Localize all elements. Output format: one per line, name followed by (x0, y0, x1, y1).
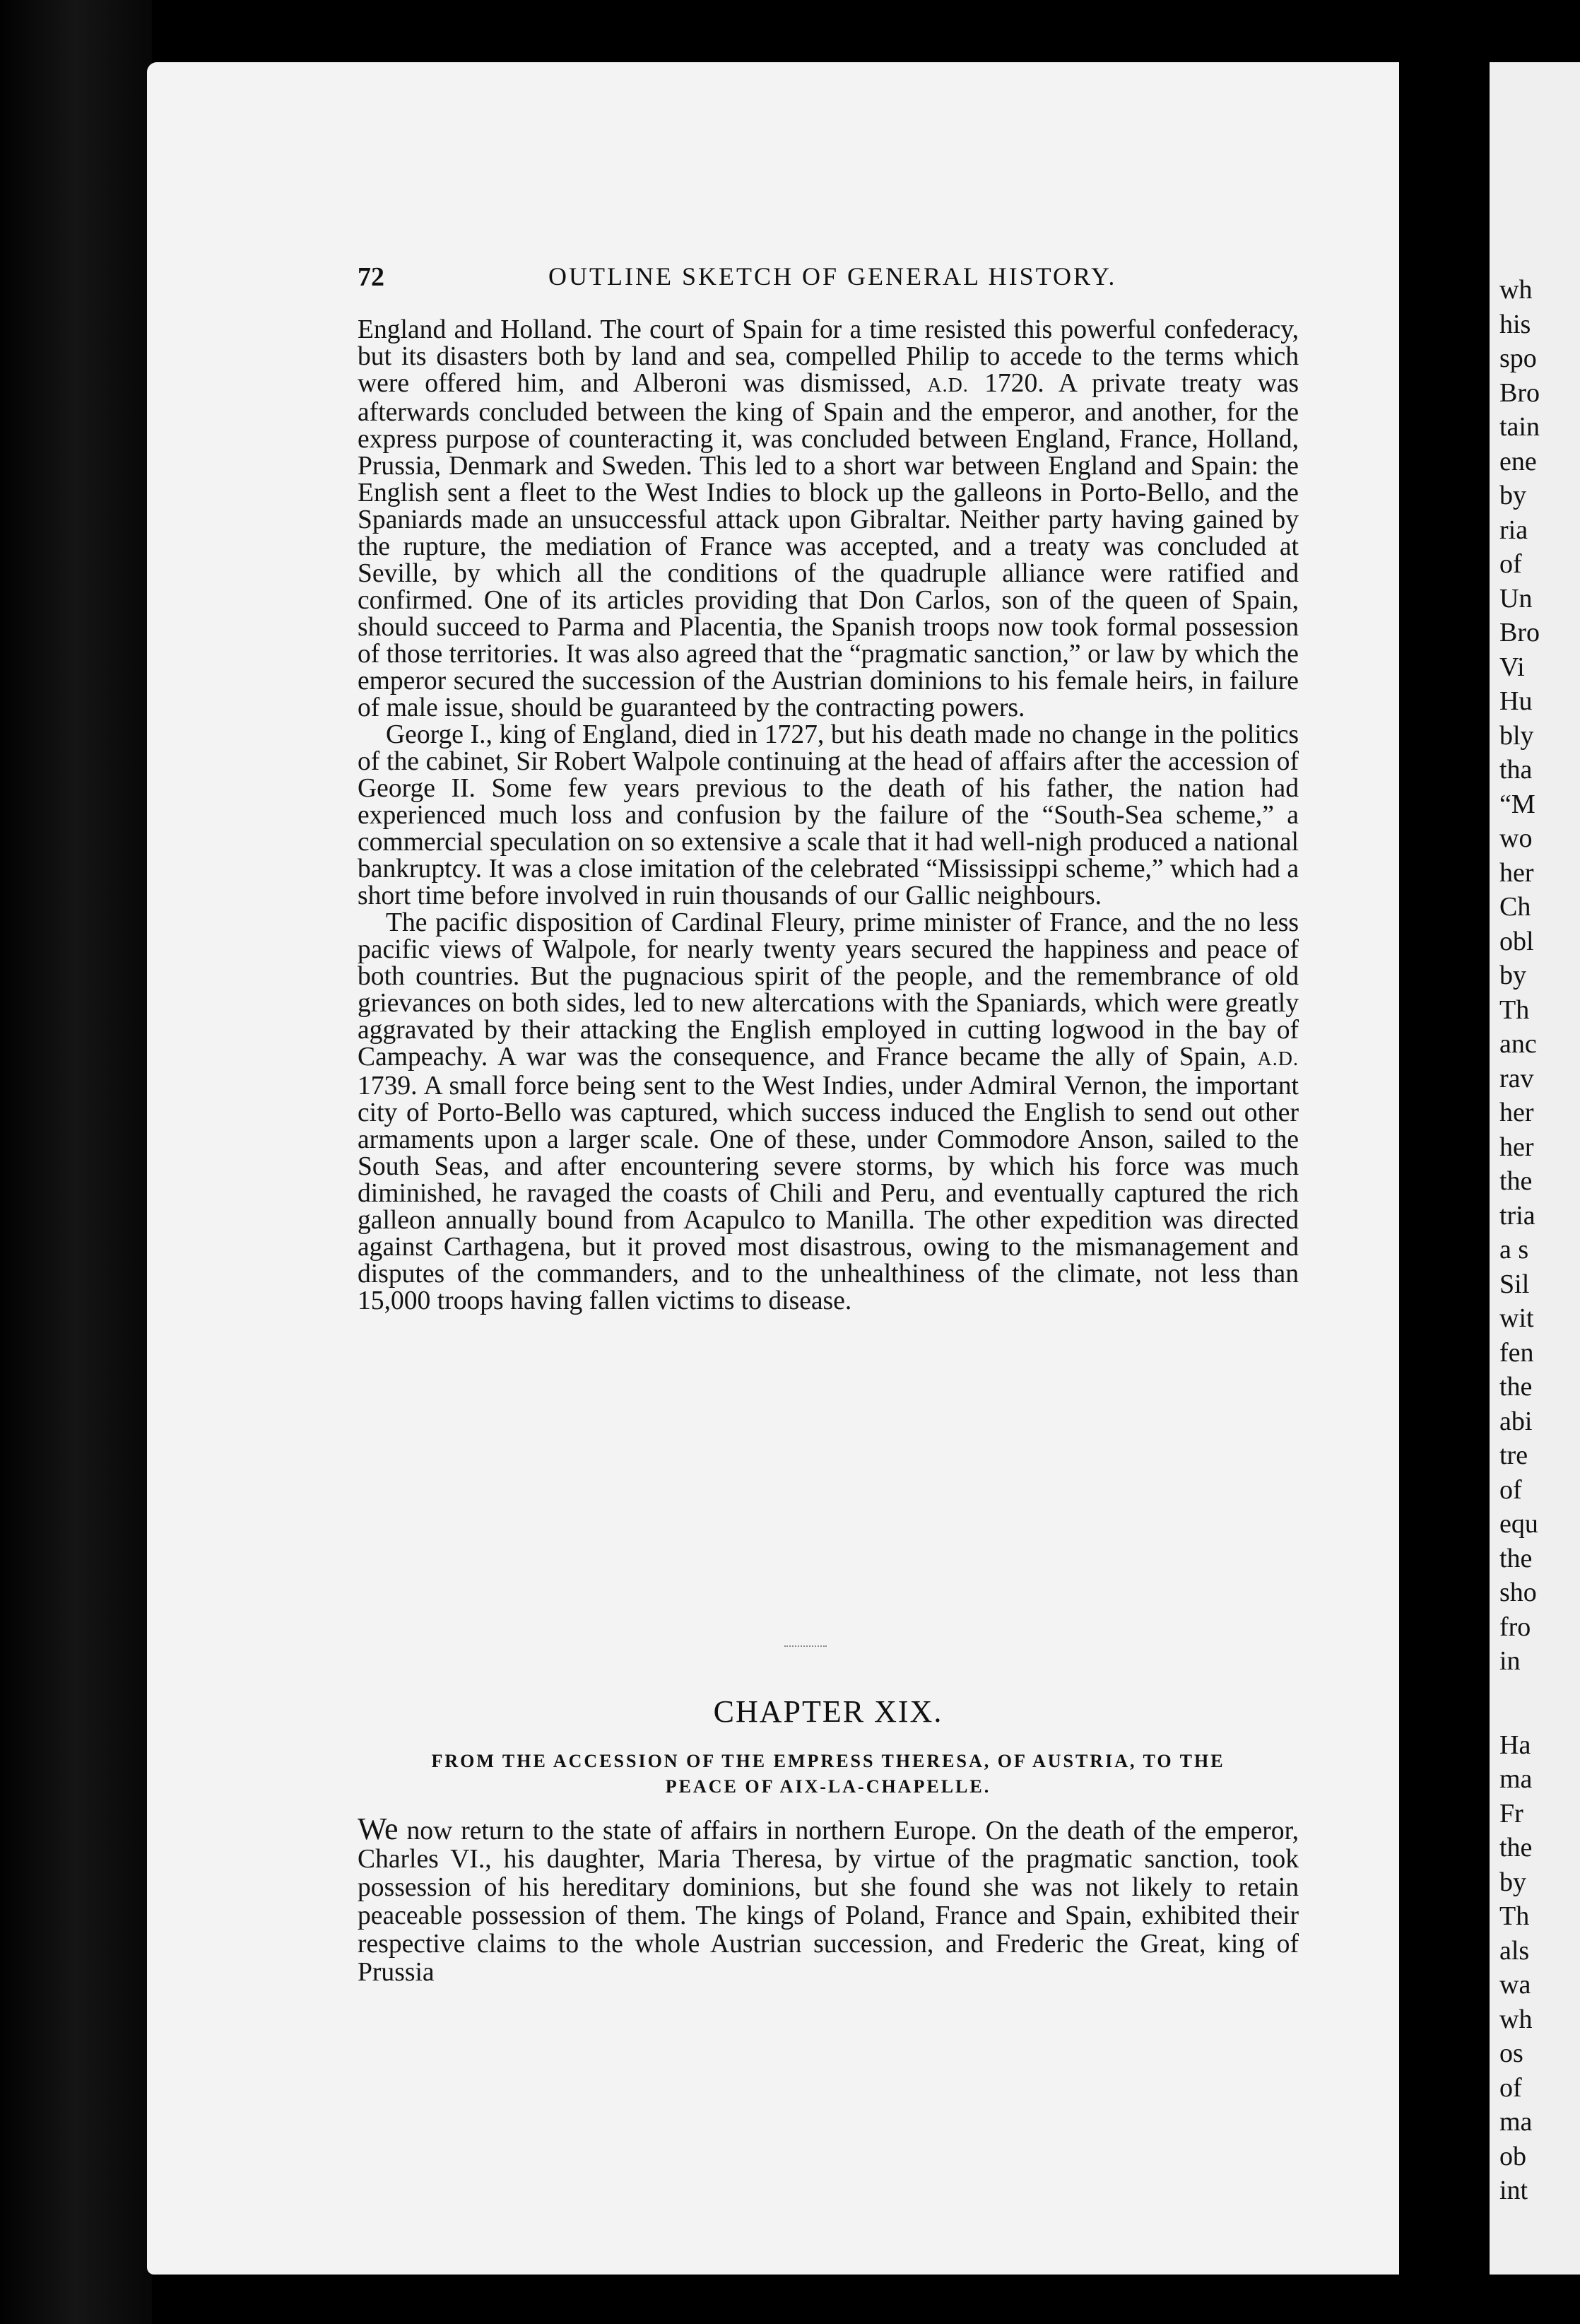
paragraph (358, 722, 1299, 910)
chapter-subtitle-line: PEACE OF AIX-LA-CHAPELLE. (665, 1776, 991, 1797)
facing-page-fragment-line: fen (1499, 1337, 1534, 1368)
facing-page-fragment-line: a s (1499, 1235, 1529, 1264)
facing-page-fragment-line: Bro (1499, 618, 1540, 647)
facing-page-fragment-line: obl (1499, 926, 1534, 956)
facing-page-fragment-line: tain (1499, 412, 1540, 442)
facing-page-fragment-line: sho (1499, 1578, 1537, 1607)
facing-page-fragment-line: equ (1499, 1509, 1538, 1539)
chapter-title: CHAPTER XIX. (713, 1694, 943, 1729)
facing-page-fragment-line: her (1499, 1098, 1534, 1127)
facing-page-fragment (1490, 62, 1580, 2275)
facing-page-fragment-line: ma (1499, 2107, 1533, 2137)
facing-page-fragment-line: the (1499, 1543, 1533, 1573)
facing-page-fragment-line: Bro (1499, 377, 1540, 408)
facing-page-fragment-line: tha (1499, 755, 1533, 785)
paragraph (358, 1812, 1299, 1987)
facing-page-fragment-line: tre (1499, 1440, 1528, 1470)
facing-page-fragment-line: int (1499, 2176, 1528, 2205)
facing-page-fragment-line: by (1499, 961, 1526, 990)
facing-page-fragment-line: Un (1499, 583, 1533, 614)
facing-page-fragment-line: rav (1499, 1063, 1534, 1093)
era-abbrev: A.D. (927, 375, 969, 397)
facing-page-fragment-line: the (1499, 1372, 1533, 1402)
facing-page-fragment-line: os (1499, 2038, 1523, 2068)
paragraph (358, 910, 1299, 1315)
facing-page-fragment-line: Hu (1499, 686, 1533, 716)
facing-page-fragment-line: als (1499, 1935, 1530, 1966)
facing-page-fragment-line: of (1499, 2072, 1522, 2103)
facing-page-fragment-line: the (1499, 1166, 1533, 1196)
facing-page-fragment-line: Th (1499, 994, 1530, 1025)
chapter-subtitle (358, 1749, 1299, 1800)
main-text (358, 317, 1299, 1315)
facing-page-fragment-line: Ch (1499, 892, 1531, 922)
page-number: 72 (358, 262, 384, 292)
facing-page-fragment-line: by (1499, 481, 1526, 510)
facing-page-fragment-line: of (1499, 1474, 1522, 1505)
facing-page-fragment-line: Fr (1499, 1798, 1523, 1829)
paragraph-text: The pacific disposition of Cardinal Fleury, prime minister of France, and the no less pacific views of Walpole, for nearly twenty years secured the happiness and peace of both countries. But the pugnacious spirit of the people, and the remembrance of old grievances on both sides, led to new altercations with the Spaniards, which were greatly aggravated by their attacking the English employed in cutting logwood in the bay of Campeachy. A war was the consequence, and France became the ally of Spain, (358, 908, 1299, 1072)
facing-page-fragment-line: ene (1499, 446, 1537, 476)
facing-page-fragment-line: by (1499, 1867, 1526, 1897)
facing-page-fragment-line: Ha (1499, 1730, 1531, 1760)
facing-page-fragment-line: Sil (1499, 1269, 1530, 1299)
facing-page-fragment-line: Vi (1499, 652, 1525, 682)
facing-page-fragment-line: her (1499, 857, 1534, 888)
chapter-subtitle-line: FROM THE ACCESSION OF THE EMPRESS THERESA, OF AUSTRIA, TO THE (431, 1751, 1225, 1771)
paragraph (358, 317, 1299, 722)
facing-page-fragment-line: tria (1499, 1200, 1535, 1231)
facing-page-fragment-line: wit (1499, 1303, 1534, 1333)
paragraph-text: England and Holland. The court of Spain for a time resisted this powerful confederacy, but its disasters both by land and sea, compelled Philip to accede to the terms which were offered him, and Alberoni was dismissed, (358, 315, 1299, 398)
paragraph-text: 1739. A small force being sent to the West Indies, under Admiral Vernon, the important city of Porto-Bello was captured, which success induced the English to send out other armaments upon a larger scale. One of these, under Commodore Anson, sailed to the South Seas, and after encountering severe storms, by which his force was much diminished, he ravaged the coasts of Chili and Peru, and eventually captured the rich galleon annually bound from Acapulco to Manilla. The other expedition was directed against Carthagena, but it proved most disastrous, owing to the mismanagement and disputes of the commanders, and to the unhealthiness of the climate, not less than 15,000 troops having fallen victims to disease. (358, 1072, 1299, 1315)
paragraph-text: 1720. A private treaty was afterwards concluded between the king of Spain and the emperor, and another, for the express purpose of counteracting it, was concluded between England, France, Holland, Prussia, Denmark and Sweden. This led to a short war between England and Spain: the English sent a fleet to the West Indies to block up the galleons in Porto-Bello, and the Spaniards made an unsuccessful attack upon Gibraltar. Neither party having gained by the rupture, the mediation of France was accepted, and a treaty was concluded at Seville, by which all the conditions of the quadruple alliance were ratified and confirmed. One of its articles providing that Don Carlos, son of the queen of Spain, should succeed to Parma and Placentia, the Spanish troops now took formal possession of those territories. It was also agreed that the “pragmatic sanction,” or law by which the emperor secured the succession of the Austrian dominions to his female heirs, in failure of male issue, should be guaranteed by the contracting powers. (358, 369, 1299, 722)
facing-page-fragment-line: of (1499, 549, 1522, 579)
facing-page-fragment-line: wo (1499, 823, 1533, 853)
facing-page-fragment-line: “M (1499, 789, 1535, 819)
facing-page-fragment-line: Th (1499, 1901, 1530, 1931)
paragraph-text: George I., king of England, died in 1727, but his death made no change in the politics of the cabinet, Sir Robert Walpole continuing at the head of affairs after the accession of George II. Some few years previous to the death of his father, the nation had experienced much loss and confusion by the failure of the “South-Sea scheme,” a commercial speculation on so extensive a scale that it had well-nigh produced a national bankruptcy. It was a close imitation of the celebrated “Mississippi scheme,” which had a short time before involved in ruin thousands of our Gallic neighbours. (358, 720, 1299, 910)
facing-page-fragment-line: in (1499, 1646, 1521, 1676)
chapter-text (358, 1812, 1299, 1987)
facing-page-fragment-line: wh (1499, 275, 1533, 305)
facing-page-fragment-line: bly (1499, 720, 1534, 751)
facing-page-fragment-line: the (1499, 1833, 1533, 1862)
facing-page-fragment-line: abi (1499, 1406, 1533, 1436)
drop-cap: We (358, 1812, 399, 1846)
facing-page-fragment-line: ma (1499, 1764, 1533, 1794)
facing-page-fragment-line: wa (1499, 1970, 1531, 2000)
facing-page-fragment-line: ria (1499, 515, 1528, 545)
era-abbrev: A.D. (1257, 1048, 1299, 1070)
facing-page-fragment-line: her (1499, 1132, 1534, 1162)
facing-page-fragment-line: anc (1499, 1029, 1537, 1059)
facing-page-fragment-line: spo (1499, 344, 1537, 373)
facing-page-fragment-line: his (1499, 309, 1531, 339)
facing-page-fragment-line: wh (1499, 2004, 1533, 2034)
facing-page-fragment-line: fro (1499, 1612, 1531, 1642)
section-divider (784, 1645, 827, 1648)
facing-page-fragment-line: ob (1499, 2141, 1526, 2171)
paragraph-text: now return to the state of affairs in northern Europe. On the death of the emperor, Charles VI., his daughter, Maria Theresa, by virtue of the pragmatic sanction, took possession of his hereditary dominions, but she found she was not likely to retain peaceable possession of them. The kings of Poland, France and Spain, exhibited their respective claims to the whole Austrian succession, and Frederic the Great, king of Prussia (358, 1817, 1299, 1987)
book-binding-left (0, 0, 152, 2324)
running-title: OUTLINE SKETCH OF GENERAL HISTORY. (548, 262, 1117, 290)
page-header (358, 262, 1297, 301)
